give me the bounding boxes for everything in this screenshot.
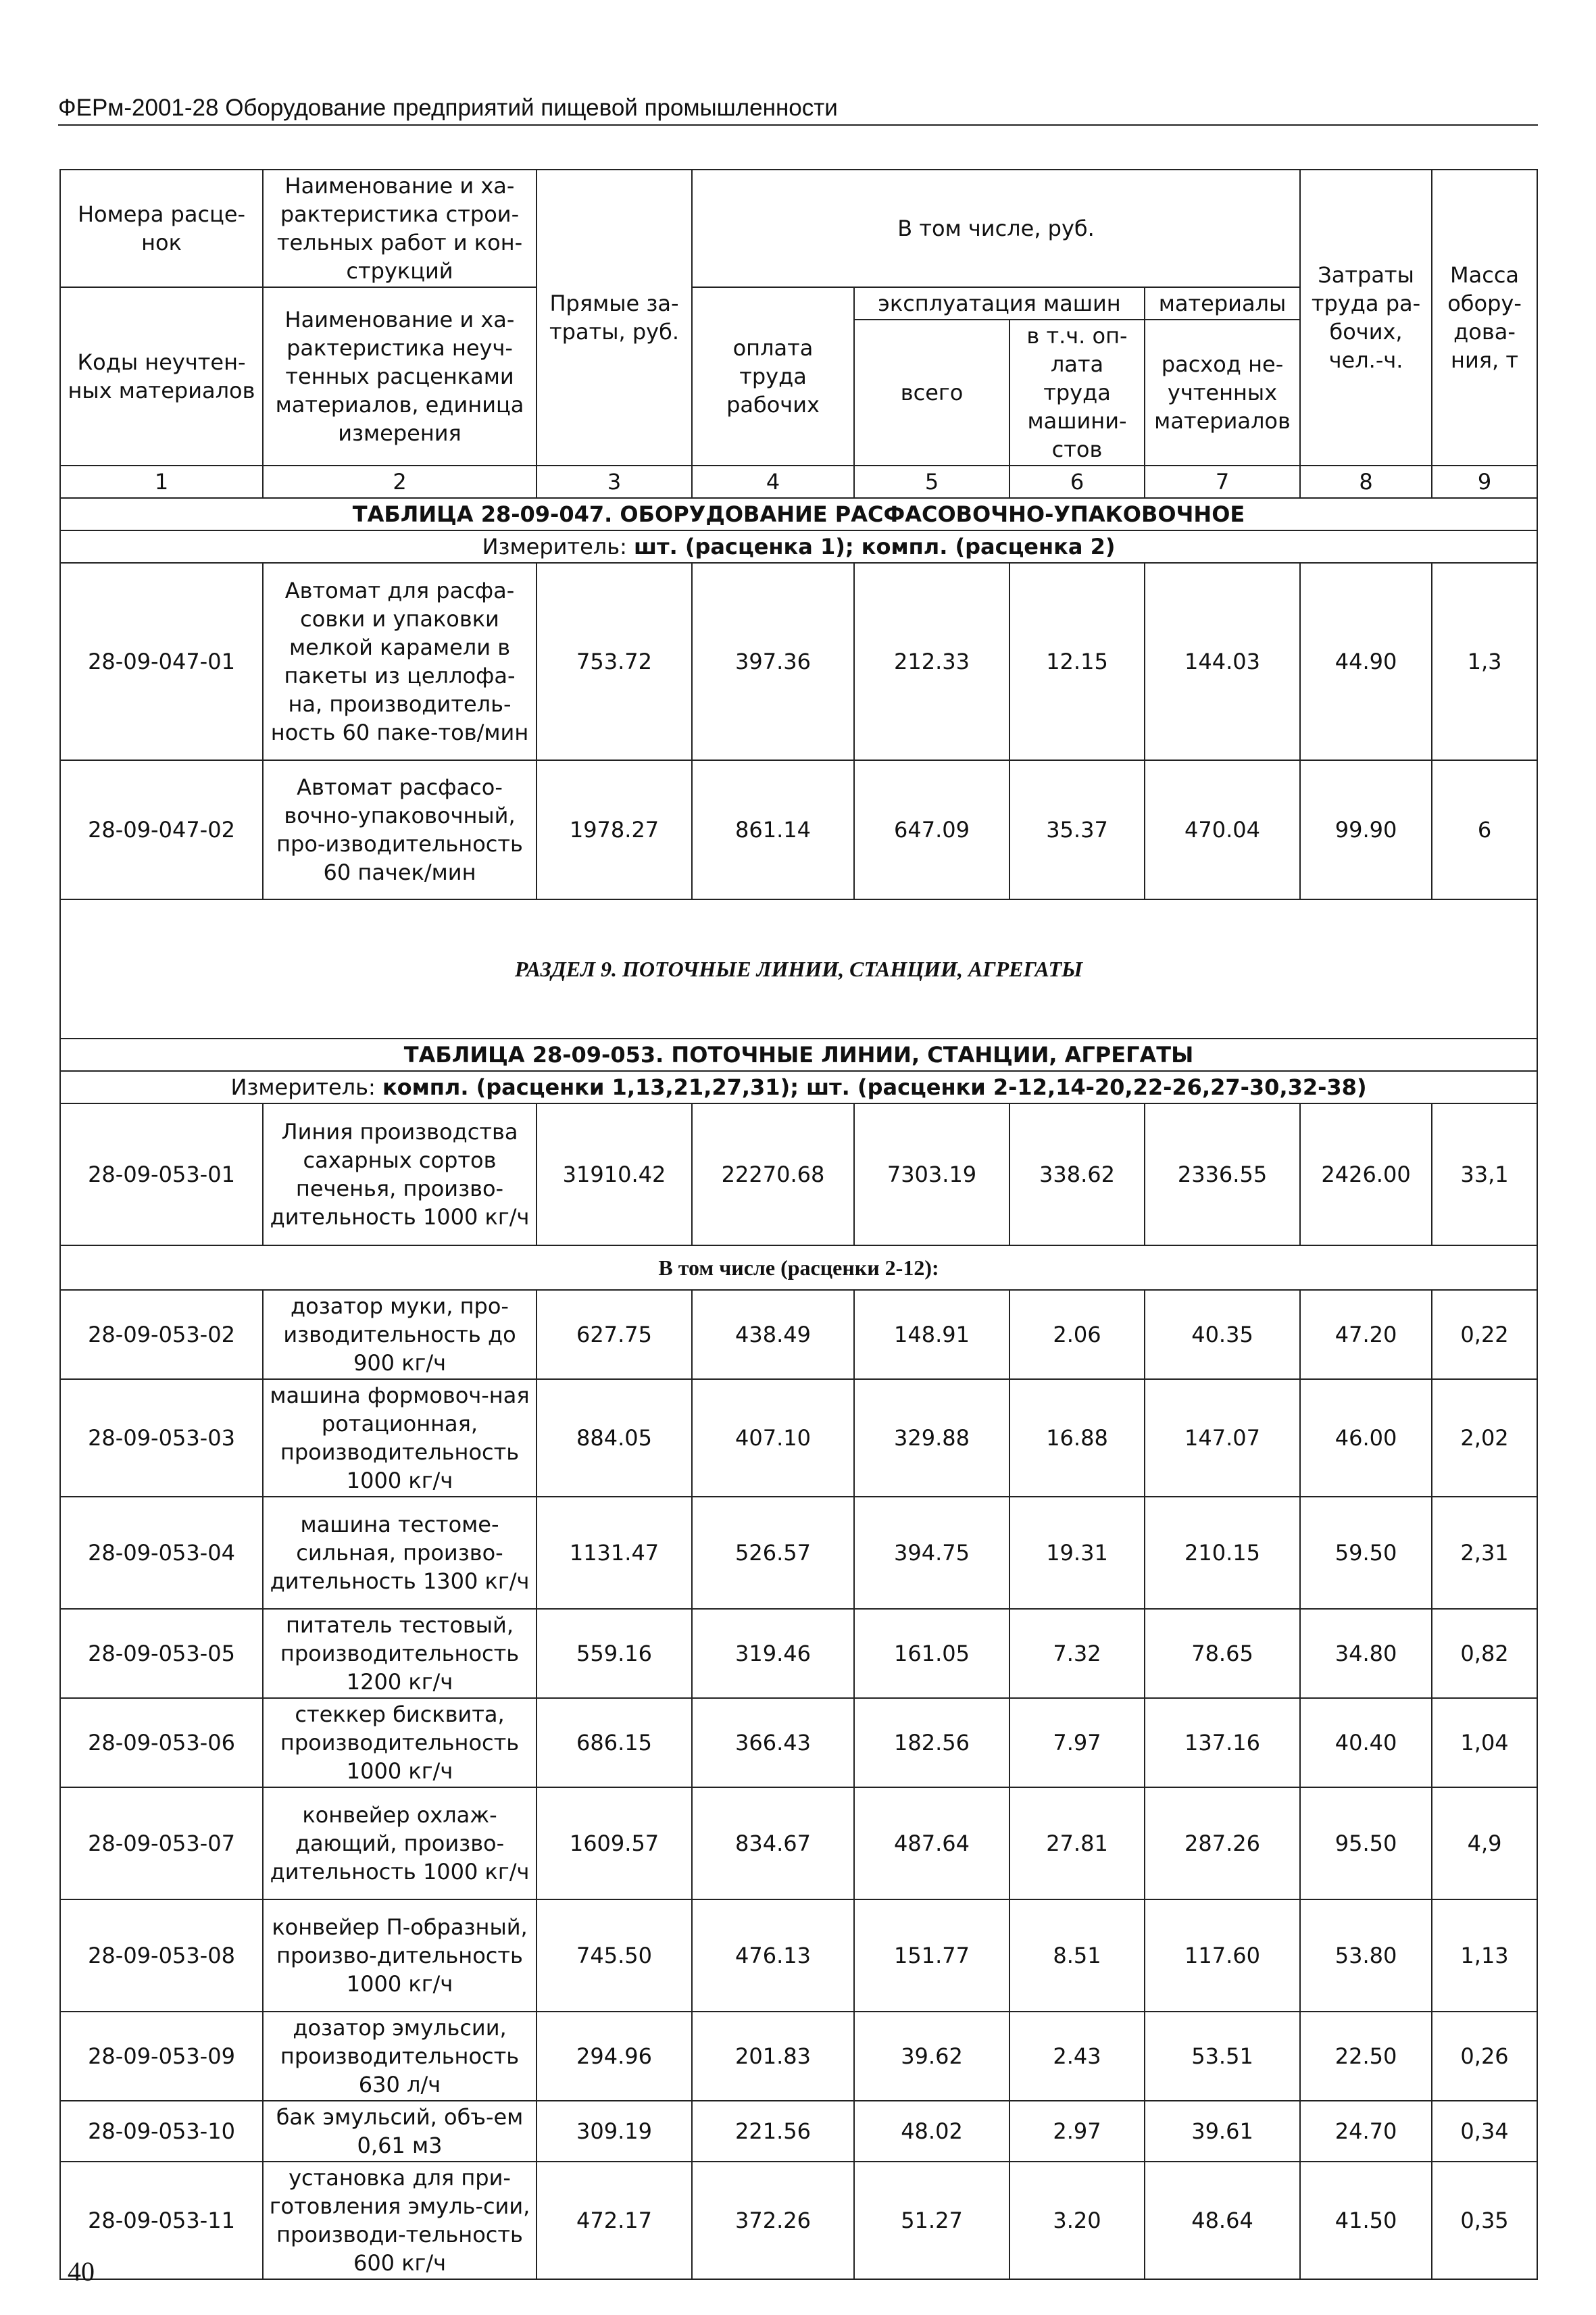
rate-name: Линия производства сахарных сортов печенья, произво-дительность 1000 кг/ч [263,1103,537,1245]
labor-hours: 40.40 [1300,1698,1432,1787]
table-row [60,2101,1537,2162]
rate-name: бак эмульсий, объ-ем 0,61 м3 [263,2101,537,2162]
machinist-pay: 35.37 [1009,760,1145,899]
table-053-meter [60,1071,1537,1103]
col-machine-operation: эксплуатация машин [854,287,1145,320]
labor-pay: 319.46 [692,1609,854,1698]
materials: 144.03 [1145,563,1300,760]
rate-code: 28-09-053-06 [60,1698,263,1787]
machinist-pay: 27.81 [1009,1787,1145,1899]
table-row [60,1698,1537,1787]
materials: 147.07 [1145,1379,1300,1497]
direct-costs: 31910.42 [537,1103,692,1245]
machine-total: 182.56 [854,1698,1009,1787]
page-number: 40 [68,2256,95,2287]
labor-hours: 2426.00 [1300,1103,1432,1245]
rate-code: 28-09-053-10 [60,2101,263,2162]
table-row [60,1787,1537,1899]
machinist-pay: 19.31 [1009,1497,1145,1609]
table-row [60,760,1537,899]
rate-name: конвейер охлаж-дающий, произво-дительность 1000 кг/ч [263,1787,537,1899]
labor-pay: 201.83 [692,2012,854,2101]
equipment-mass: 0,34 [1432,2101,1537,2162]
equipment-mass: 2,02 [1432,1379,1537,1497]
labor-hours: 95.50 [1300,1787,1432,1899]
direct-costs: 745.50 [537,1899,692,2012]
col-number: 9 [1432,466,1537,498]
col-materials: материалы [1145,287,1300,320]
table-047-title: ТАБЛИЦА 28-09-047. ОБОРУДОВАНИЕ РАСФАСОВОЧНО-УПАКОВОЧНОЕ [60,498,1537,530]
header-rule [58,124,1538,126]
equipment-mass: 6 [1432,760,1537,899]
equipment-mass: 33,1 [1432,1103,1537,1245]
col-number: 6 [1009,466,1145,498]
labor-hours: 24.70 [1300,2101,1432,2162]
table-row [60,1609,1537,1698]
rate-code: 28-09-053-11 [60,2162,263,2279]
rate-code: 28-09-053-04 [60,1497,263,1609]
rate-name: установка для при-готовления эмуль-сии, производи-тельность 600 кг/ч [263,2162,537,2279]
machine-total: 39.62 [854,2012,1009,2101]
materials: 287.26 [1145,1787,1300,1899]
equipment-mass: 1,04 [1432,1698,1537,1787]
machine-total: 487.64 [854,1787,1009,1899]
meter-value: компл. (расценки 1,13,21,27,31); шт. (расценки 2-12,14-20,22-26,27-30,32-38) [382,1074,1367,1100]
table-row [60,563,1537,760]
rate-name: дозатор эмульсии, производительность 630 л/ч [263,2012,537,2101]
table-row [60,2162,1537,2279]
rate-code: 28-09-053-01 [60,1103,263,1245]
col-equipment-mass: Масса обору-дова-ния, т [1432,170,1537,466]
equipment-mass: 0,82 [1432,1609,1537,1698]
rate-code: 28-09-047-02 [60,760,263,899]
materials: 470.04 [1145,760,1300,899]
machinist-pay: 338.62 [1009,1103,1145,1245]
equipment-mass: 0,26 [1432,2012,1537,2101]
direct-costs: 294.96 [537,2012,692,2101]
rate-code: 28-09-053-09 [60,2012,263,2101]
col-name-char: Наименование и ха-рактеристика строи-тельных работ и кон-струкций [263,170,537,287]
col-labor-pay: оплата труда рабочих [692,287,854,466]
rate-name: конвейер П-образный, произво-дительность 1000 кг/ч [263,1899,537,2012]
machinist-pay: 2.97 [1009,2101,1145,2162]
col-labor-costs: Затраты труда ра-бочих, чел.-ч. [1300,170,1432,466]
labor-hours: 46.00 [1300,1379,1432,1497]
materials: 53.51 [1145,2012,1300,2101]
labor-hours: 41.50 [1300,2162,1432,2279]
machine-total: 7303.19 [854,1103,1009,1245]
rates-table [59,169,1538,2280]
machine-total: 148.91 [854,1290,1009,1379]
machine-total: 161.05 [854,1609,1009,1698]
machinist-pay: 7.32 [1009,1609,1145,1698]
direct-costs: 1131.47 [537,1497,692,1609]
rate-name: Автомат для расфа-совки и упаковки мелкой карамели в пакеты из целлофа-на, производитель-ность 60 паке-тов/мин [263,563,537,760]
col-rate-numbers: Номера расце-нок [60,170,263,287]
col-number: 1 [60,466,263,498]
machine-total: 48.02 [854,2101,1009,2162]
equipment-mass: 4,9 [1432,1787,1537,1899]
machinist-pay: 2.43 [1009,2012,1145,2101]
machine-total: 151.77 [854,1899,1009,2012]
col-unaccounted-materials: расход не-учтенных материалов [1145,320,1300,466]
table-row [60,1290,1537,1379]
table-row [60,1497,1537,1609]
labor-pay: 834.67 [692,1787,854,1899]
rate-name: питатель тестовый, производительность 1200 кг/ч [263,1609,537,1698]
materials: 210.15 [1145,1497,1300,1609]
rate-code: 28-09-053-02 [60,1290,263,1379]
labor-pay: 861.14 [692,760,854,899]
materials: 117.60 [1145,1899,1300,2012]
col-number: 7 [1145,466,1300,498]
table-row [60,1379,1537,1497]
direct-costs: 309.19 [537,2101,692,2162]
equipment-mass: 2,31 [1432,1497,1537,1609]
machinist-pay: 2.06 [1009,1290,1145,1379]
meter-label: Измеритель: [230,1074,382,1100]
page-header-title: ФЕРм-2001-28 Оборудование предприятий пищевой промышленности [58,95,838,121]
machine-total: 647.09 [854,760,1009,899]
direct-costs: 472.17 [537,2162,692,2279]
materials: 40.35 [1145,1290,1300,1379]
machine-total: 51.27 [854,2162,1009,2279]
meter-value: шт. (расценка 1); компл. (расценка 2) [634,534,1116,559]
col-machinist-pay: в т.ч. оп-лата труда машини-стов [1009,320,1145,466]
direct-costs: 559.16 [537,1609,692,1698]
equipment-mass: 1,13 [1432,1899,1537,2012]
table-053-title: ТАБЛИЦА 28-09-053. ПОТОЧНЫЕ ЛИНИИ, СТАНЦИИ, АГРЕГАТЫ [60,1039,1537,1071]
table-047-meter [60,530,1537,563]
materials: 48.64 [1145,2162,1300,2279]
including-subheading: В том числе (расценки 2-12): [60,1245,1537,1290]
direct-costs: 1978.27 [537,760,692,899]
labor-pay: 476.13 [692,1899,854,2012]
labor-hours: 34.80 [1300,1609,1432,1698]
materials: 39.61 [1145,2101,1300,2162]
col-unaccounted-codes: Коды неучтен-ных материалов [60,287,263,466]
materials: 137.16 [1145,1698,1300,1787]
materials: 2336.55 [1145,1103,1300,1245]
machinist-pay: 7.97 [1009,1698,1145,1787]
direct-costs: 627.75 [537,1290,692,1379]
rate-name: дозатор муки, про-изводительность до 900 кг/ч [263,1290,537,1379]
labor-pay: 366.43 [692,1698,854,1787]
col-number: 5 [854,466,1009,498]
direct-costs: 753.72 [537,563,692,760]
labor-hours: 53.80 [1300,1899,1432,2012]
direct-costs: 686.15 [537,1698,692,1787]
meter-label: Измеритель: [482,534,634,559]
col-number: 8 [1300,466,1432,498]
machine-total: 212.33 [854,563,1009,760]
rate-name: машина формовоч-ная ротационная, производительность 1000 кг/ч [263,1379,537,1497]
col-number: 4 [692,466,854,498]
rate-code: 28-09-053-07 [60,1787,263,1899]
labor-hours: 47.20 [1300,1290,1432,1379]
labor-pay: 438.49 [692,1290,854,1379]
equipment-mass: 0,35 [1432,2162,1537,2279]
rate-name: Автомат расфасо-вочно-упаковочный, про-изводительность 60 пачек/мин [263,760,537,899]
machine-total: 329.88 [854,1379,1009,1497]
col-number: 2 [263,466,537,498]
col-total: всего [854,320,1009,466]
rate-code: 28-09-047-01 [60,563,263,760]
rate-code: 28-09-053-03 [60,1379,263,1497]
machine-total: 394.75 [854,1497,1009,1609]
labor-hours: 44.90 [1300,563,1432,760]
col-including-rub: В том числе, руб. [692,170,1300,287]
labor-hours: 22.50 [1300,2012,1432,2101]
section-title: РАЗДЕЛ 9. ПОТОЧНЫЕ ЛИНИИ, СТАНЦИИ, АГРЕГАТЫ [60,899,1537,1039]
labor-pay: 407.10 [692,1379,854,1497]
equipment-mass: 1,3 [1432,563,1537,760]
direct-costs: 884.05 [537,1379,692,1497]
labor-pay: 397.36 [692,563,854,760]
machinist-pay: 8.51 [1009,1899,1145,2012]
col-direct-costs: Прямые за-траты, руб. [537,170,692,466]
labor-pay: 372.26 [692,2162,854,2279]
table-row [60,1899,1537,2012]
col-number: 3 [537,466,692,498]
machinist-pay: 3.20 [1009,2162,1145,2279]
machinist-pay: 16.88 [1009,1379,1145,1497]
col-name-char2: Наименование и ха-рактеристика неуч-тенных расценками материалов, единица измерения [263,287,537,466]
labor-pay: 526.57 [692,1497,854,1609]
rate-code: 28-09-053-05 [60,1609,263,1698]
labor-pay: 221.56 [692,2101,854,2162]
labor-hours: 59.50 [1300,1497,1432,1609]
materials: 78.65 [1145,1609,1300,1698]
rate-name: стеккер бисквита, производительность 1000 кг/ч [263,1698,537,1787]
table-row [60,2012,1537,2101]
direct-costs: 1609.57 [537,1787,692,1899]
equipment-mass: 0,22 [1432,1290,1537,1379]
labor-hours: 99.90 [1300,760,1432,899]
rate-name: машина тестоме-сильная, произво-дительность 1300 кг/ч [263,1497,537,1609]
labor-pay: 22270.68 [692,1103,854,1245]
machinist-pay: 12.15 [1009,563,1145,760]
rate-code: 28-09-053-08 [60,1899,263,2012]
